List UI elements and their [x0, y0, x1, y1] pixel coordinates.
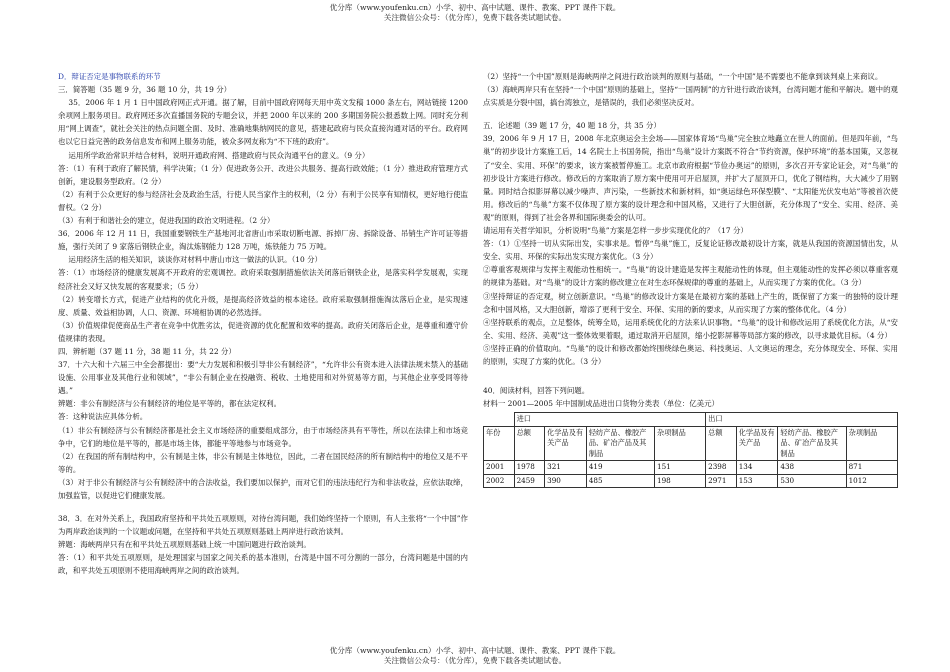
table-header-row: [484, 426, 898, 461]
table-cell: 2971: [706, 474, 737, 488]
q37-answer-2: （2）在我国的所有制结构中，公有制是主体，非公有制是主体地位，因此，二者在国民经济的所有制结构中的地位又是不平等的。: [58, 451, 468, 474]
q36-answer-3: （3）价值规律促使商品生产者在竞争中优胜劣汰，促进资源的优化配置和效率的提高。政府关闭落后企业，是尊重和遵守价值规律的表现。: [58, 320, 468, 343]
section-heading-5: 五．论述题（39 题 17 分，40 题 18 分，共 35 分）: [483, 121, 661, 131]
q36-answer-1: 答：（1）市场经济的健康发展离不开政府的宏观调控。政府采取强制措施依法关闭落后钢铁企业，是落实科学发展观，实现经济社会又好又快发展的客观要求；（5 分）: [58, 268, 468, 291]
q35-answer-1: 答：（1）有利于政府了解民情，科学决策；（1 分）促进政务公开、改进公共服务、提高行政效能；（1 分）推进政府管理方式创新，建设服务型政府。（2 分）: [58, 163, 468, 186]
q39-answer-2: ②尊重客观规律与发挥主观能动性相统一。“鸟巢”的设计建造是发挥主观能动性的体现，但主观能动性的发挥必须以尊重客观的规律为基础。对“鸟巢”的设计方案的修改建立在对生态环保规律的尊重的基础上，从而实现了方案的优化。（3 分）: [483, 265, 898, 288]
col-header: 化学品及有关产品: [545, 426, 587, 461]
table-cell: 530: [778, 474, 846, 488]
q40-intro: 40．阅读材料，回答下列问题。: [483, 386, 590, 396]
table-cell: 2398: [706, 461, 737, 475]
q39-answer-3: ③坚持辩证的否定观，树立创新意识。“鸟巢”的修改设计方案是在最初方案的基础上产生的，既保留了方案一的独特的设计理念和中国风格，又大胆创新，增添了更利于安全、环保、实用的新的要求，从而实现了方案的整体优化。（4 分）: [483, 291, 898, 314]
table-cell: 1978: [514, 461, 545, 475]
q39-answer-5: ⑤坚持正确的价值取向。“鸟巢”的设计和修改都始终围绕绿色奥运、科技奥运、人文奥运的理念，充分体现安全、环保、实用的原则，实现了方案的优化。（3 分）: [483, 343, 898, 366]
table-cell: 419: [586, 461, 654, 475]
table-cell: 871: [846, 461, 897, 475]
table-cell: 198: [655, 474, 706, 488]
spacer: [483, 368, 898, 384]
footer-line-2: 关注微信公众号：（优分库），免费下载各类试题试卷。: [383, 655, 567, 665]
table-row: [484, 461, 898, 475]
q38-answer-3: （3）海峡两岸只有在坚持“一个中国”原则的基础上，坚持“一国两制”的方针进行政治谈判，台湾问题才能和平解决。题中的观点实质是分裂中国，搞台湾独立，是错误的，我们必须坚决反对。: [483, 85, 898, 108]
q38-answer-2: （2）坚持“一个中国”原则是海峡两岸之间进行政治谈判的原则与基础，“一个中国”是不需要也不能拿到谈判桌上来商议。: [483, 72, 883, 81]
spacer: [483, 109, 898, 119]
q39-answer-1: 答：（1）①坚持一切从实际出发，实事求是。暂停“鸟巢”施工，反复论证修改最初设计方案，就是从我国的资源国情出发，从安全、实用、环保的实际出发实现方案优化。（3 分）: [483, 239, 898, 262]
col-header: 轻纺产品、橡胶产品、矿冶产品及其制品: [778, 426, 846, 461]
table-cell: 2001: [484, 461, 515, 475]
section-heading-3: 三．简答题（35 题 9 分，36 题 10 分，共 19 分）: [58, 85, 232, 95]
q36-material: 36．2006 年 12 月 11 日，我国重要钢铁生产基地河北省唐山市采取切断电源、拆掉厂房、拆除设备、吊销生产许可证等措施，强行关闭了 9 家落后钢铁企业，淘汰炼钢能力 128 万吨，炼铁能力 75 万吨。: [58, 229, 468, 252]
footer-line-1: 优分库（www.youfenku.cn）小学、初中、高中试题、课件、教案、PPT 课件下载。: [329, 646, 621, 655]
q39-answer-4: ④坚持联系的观点，立足整体，统筹全局，运用系统优化的方法来认识事物。“鸟巢”的设计和修改运用了系统优化方法，从“安全、实用、经济、美观”这一整体效果着眼，通过取消开启屋顶，缩小挖影屏幕等局部方案的修改，以寻求最优目标。（4 分）: [483, 317, 898, 340]
table-cell: 438: [778, 461, 846, 475]
q37-answer-3: （3）对于非公有制经济与公有制经济中的合法收益，我们要加以保护，而对它们的违法违纪行为和非法收益，应依法取缔，加强监管，以促进它们健康发展。: [58, 477, 468, 500]
group-export: 出口: [706, 413, 898, 427]
q38-statement: 辨题：海峡两岸只有在和平共处五项原则基础上统一中国问题进行政治谈判。: [58, 540, 311, 550]
table-cell: 321: [545, 461, 587, 475]
q37-answer-intro: 答：这种说法应具体分析。: [58, 412, 148, 422]
q37-statement: 辨题：非公有制经济与公有制经济的地位是平等的，都在法定权利。: [58, 399, 282, 409]
q39-material: 39．2006 年 9 月 17 日，2008 年北京奥运会主会场——国家体育场“鸟巢”完全独立地矗立在世人的面前。但是四年前，“鸟巢”的初步设计方案施工后，14 名院士上书国务院，指出“鸟巢”设计方案既不符合“节约资源，保护环境”的基本国策，又忽视了“安全、实用、环保”的要求，该方案被暂停施工。北京市政府根据“节俭办奥运”的原则，多次召开专家论证会，对“鸟巢”的初步设计方案进行修改。修改后的方案取消了原方案中使用可开启屋顶，并扩大了屋顶开口，优化了钢结构，大大减少了用钢量。同时结合拟影屏幕以减少噪声、声污染，一些新技术和新材料，如“奥运绿色环保型膜”、“太阳能光伏发电站”等被首次使用。修改后的“鸟巢”方案不仅体现了原方案的设计理念和中国风格，又进行了大胆创新，充分体现了“安全、实用、经济、美观”的原则，得到了社会各界和国际奥委会的认可。: [483, 134, 898, 222]
table-cell: 1012: [846, 474, 897, 488]
left-column: [58, 70, 468, 578]
col-header: 杂项制品: [846, 426, 897, 461]
q38-material: 38．3．在对外关系上，我国政府坚持和平共处五项原则，对待台湾问题，我们始终坚持一个原则，有人主张将“一个中国”作为两岸政治谈判的一个议题或问题，在坚持和平共处五项原则基础上两岸进行政治谈判。: [58, 514, 468, 537]
table-row: [484, 474, 898, 488]
table-cell: 2002: [484, 474, 515, 488]
col-header: 化学品及有关产品: [736, 426, 778, 461]
q35-material: 35．2006 年 1 月 1 日中国政府网正式开通。据了解，目前中国政府网每天用中英文发稿 1000 条左右，网站链接 1200 余项网上服务项目。政府网还多次直播国务院的专题会议，并把 2000 年以来的 200 多期国务院公报悉数上网。同时充分利用“网上调查”，就社会关注的热点问题全面、及时、准确地集纳网民的意见，搭建起政府与民众直接沟通对话的平台。政府网也以它日益完善的政务信息发布和网上服务功能，被众多网友称为“不下班的政府”。: [58, 98, 468, 147]
table-cell: 153: [736, 474, 778, 488]
header-line-1: 优分库（www.youfenku.cn）小学、初中、高中试题、课件、教案、PPT 课件下载。: [329, 3, 621, 12]
table-cell: 390: [545, 474, 587, 488]
col-header: 年份: [484, 426, 515, 461]
group-import: 进口: [514, 413, 706, 427]
q36-question: 运用经济生活的相关知识，谈谈你对材料中唐山市这一做法的认识。（10 分）: [68, 255, 322, 265]
q40-table-caption: 材料一 2001—2005 年中国制成品进出口货物分类表（单位：亿美元）: [483, 399, 719, 409]
header-line-2: 关注微信公众号：（优分库），免费下载各类试题试卷。: [383, 12, 567, 22]
q37-material: 37．十六大和十六届三中全会都提出：要“大力发展和积极引导非公有制经济”，“允许非公有资本进入法律法规未禁入的基础设施、公用事业及其他行业和领域”，“非公有制企业在投融资、税收、土地使用和对外贸易等方面，与其他企业享受同等待遇。”: [58, 360, 468, 396]
option-d: D．辩证否定是事物联系的环节: [58, 72, 161, 81]
q35-question: 运用所学政治常识并结合材料，说明开通政府网、搭建政府与民众沟通平台的意义。（9 分）: [68, 150, 370, 160]
q39-question: 请运用有关哲学知识，分析说明“鸟巢”方案是怎样一步步实现优化的？（17 分）: [483, 226, 748, 236]
table-cell: 151: [655, 461, 706, 475]
col-header: 杂项制品: [655, 426, 706, 461]
col-header: 总额: [706, 426, 737, 461]
section-heading-4: 四．辨析题（37 题 11 分，38 题 11 分，共 22 分）: [58, 346, 236, 356]
q36-answer-2: （2）转变增长方式，促进产业结构的优化升级，是提高经济效益的根本途径。政府采取强制措施淘汰落后企业，是实现速度、质量、效益相协调，人口、资源、环境相协调的必然选择。: [58, 294, 468, 317]
table-group-row: [484, 413, 898, 427]
q38-answer-1: 答：（1）和平共处五项原则，是处理国家与国家之间关系的基本准则，台湾是中国不可分割的一部分，台湾问题是中国的内政，和平共处五项原则不使用海峡两岸之间的政治谈判。: [58, 553, 468, 576]
table-cell: 485: [586, 474, 654, 488]
col-header: 总额: [514, 426, 545, 461]
spacer: [58, 502, 468, 512]
page-header: [0, 3, 950, 22]
q37-answer-1: （1）非公有制经济与公有制经济都是社会主义市场经济的重要组成部分，由于市场经济具有平等性，所以在法律上和市场竞争中，它们的地位是平等的，都是市场主体，都能平等地参与市场竞争。: [58, 425, 468, 448]
q35-answer-2: （2）有利于公众更好的参与经济社会及政治生活，行使人民当家作主的权利，（2 分）有利于公民享有知情权，更好地行使监督权。（2 分）: [58, 189, 468, 212]
right-column: [483, 70, 898, 488]
table-cell: 2459: [514, 474, 545, 488]
table-cell: 134: [736, 461, 778, 475]
page-footer: [0, 646, 950, 665]
trade-table: [483, 412, 898, 488]
q35-answer-3: （3）有利于和谐社会的建立，促进我国的政治文明进程。（2 分）: [58, 216, 275, 226]
col-header: 轻纺产品、橡胶产品、矿冶产品及其制品: [586, 426, 654, 461]
